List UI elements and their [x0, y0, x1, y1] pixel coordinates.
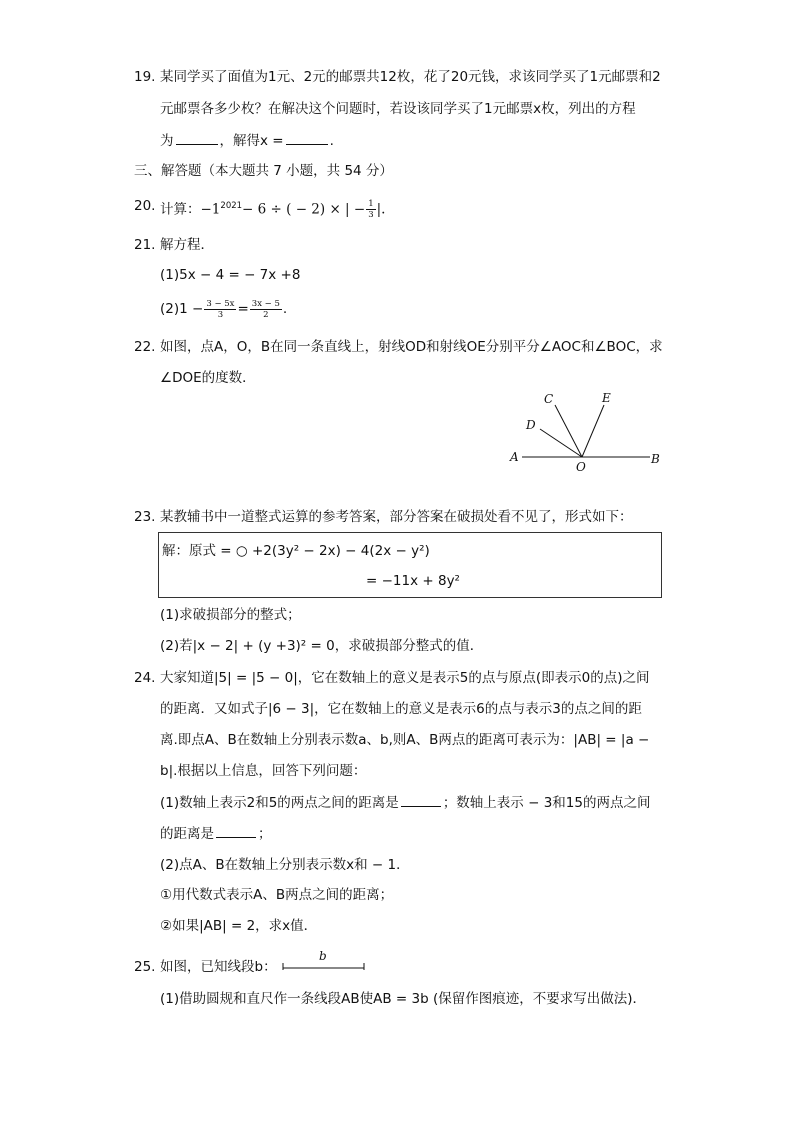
ray-OE [582, 405, 604, 457]
q20-expression [160, 194, 385, 222]
angle-figure [500, 385, 680, 475]
q23-number: 23. [134, 509, 156, 525]
q24-part2-i: ①用代数式表示A、B两点之间的距离； [160, 887, 394, 903]
box-line-1: 解：原式 = ○ +2(3y² − 2x) − 4(2x − y²) [162, 543, 430, 559]
q24-part1-line1 [160, 794, 650, 812]
q19-number: 19. [134, 69, 156, 85]
q21-p2-prefix: (2)1 − [160, 301, 204, 317]
segment-b-figure [278, 948, 370, 974]
q24-part1-line2 [160, 825, 272, 843]
answer-blank [176, 143, 218, 145]
label-C: C [544, 392, 554, 406]
q21-title: 解方程． [160, 237, 214, 253]
q24-part2-ii: ②如果|AB| = 2，求x值． [160, 918, 318, 934]
q20-expr-b: − 6 ÷ ( − 2) × | − [242, 201, 366, 218]
answer-blank [401, 805, 441, 807]
q23-part2: (2)若|x − 2| + (y +3)² = 0，求破损部分整式的值． [160, 638, 484, 654]
q21-part2 [160, 296, 287, 322]
label-E: E [602, 391, 611, 405]
q21-number: 21. [134, 237, 156, 253]
q19-line1: 某同学买了面值为1元、2元的邮票共12枚，花了20元钱，求该同学买了1元邮票和2 [160, 69, 661, 85]
q24-p1a: (1)数轴上表示2和5的两点之间的距离是 [160, 795, 399, 811]
q24-p1b: ；数轴上表示 − 3和15的两点之间 [442, 795, 651, 811]
q19-line3b: ，解得x = [219, 133, 284, 149]
q20-fraction: $\frac{1}{3}$ [368, 199, 374, 220]
q19-line3 [160, 132, 334, 150]
q24-line3: 离.即点A、B在数轴上分别表示数a、b,则A、B两点的距离可表示为：|AB| = |a − [160, 732, 650, 748]
q24-part2: (2)点A、B在数轴上分别表示数x和 − 1． [160, 857, 410, 873]
q20-number: 20. [134, 198, 156, 214]
q24-p1d: ； [258, 826, 272, 842]
answer-blank [286, 143, 328, 145]
q22-number: 22. [134, 339, 156, 355]
q21-fraction-2: $\frac{3x - 5}{2}$ [251, 298, 280, 320]
q24-p1c: 的距离是 [160, 826, 214, 842]
q25-part1: (1)借助圆规和直尺作一条线段AB使AB = 3b (保留作图痕迹，不要求写出做法)． [160, 991, 646, 1007]
segment-b-label: b [319, 949, 327, 963]
q24-line4: b|.根据以上信息，回答下列问题： [160, 763, 367, 779]
q23-line1: 某教辅书中一道整式运算的参考答案，部分答案在破损处看不见了，形式如下： [160, 509, 633, 525]
label-D: D [526, 418, 536, 432]
label-A: A [510, 450, 519, 464]
q20-exponent: 2021 [220, 201, 243, 211]
q20-expr-c: |. [376, 201, 386, 218]
q24-number: 24. [134, 670, 156, 686]
q22-line2: ∠DOE的度数． [160, 370, 256, 386]
q20-expr-a: −1 [200, 201, 221, 218]
answer-blank [216, 836, 256, 838]
q24-line2: 的距离．又如式子|6 − 3|，它在数轴上的意义是表示6的点与表示3的点之间的距 [160, 701, 642, 717]
q24-line1: 大家知道|5| = |5 − 0|，它在数轴上的意义是表示5的点与原点(即表示0的点)之间 [160, 670, 650, 686]
q21-equals: = [237, 301, 249, 317]
q20-prefix: 计算： [160, 201, 201, 218]
q19-line3c: . [329, 133, 334, 149]
q25-number: 25. [134, 959, 156, 975]
q22-line1: 如图，点A，O，B在同一条直线上，射线OD和射线OE分别平分∠AOC和∠BOC，求 [160, 339, 663, 355]
ray-OC [555, 405, 582, 457]
label-B: B [651, 452, 660, 466]
box-line-2: = −11x + 8y² [366, 573, 460, 589]
section-title: 三、解答题（本大题共 7 小题，共 54 分） [134, 163, 393, 179]
q19-line3a: 为 [160, 133, 174, 149]
label-O: O [576, 460, 586, 474]
q21-p2-end: . [282, 301, 288, 317]
q25-line1: 如图，已知线段b： [160, 959, 277, 975]
q19-line2: 元邮票各多少枚？在解决这个问题时，若设该同学买了1元邮票x枚，列出的方程 [160, 101, 636, 117]
q23-part1: (1)求破损部分的整式； [160, 607, 301, 623]
q21-part1: (1)5x − 4 = − 7x +8 [160, 267, 301, 283]
q21-fraction-1: $\frac{3 - 5x}{3}$ [206, 298, 235, 320]
ray-OD [540, 429, 582, 457]
